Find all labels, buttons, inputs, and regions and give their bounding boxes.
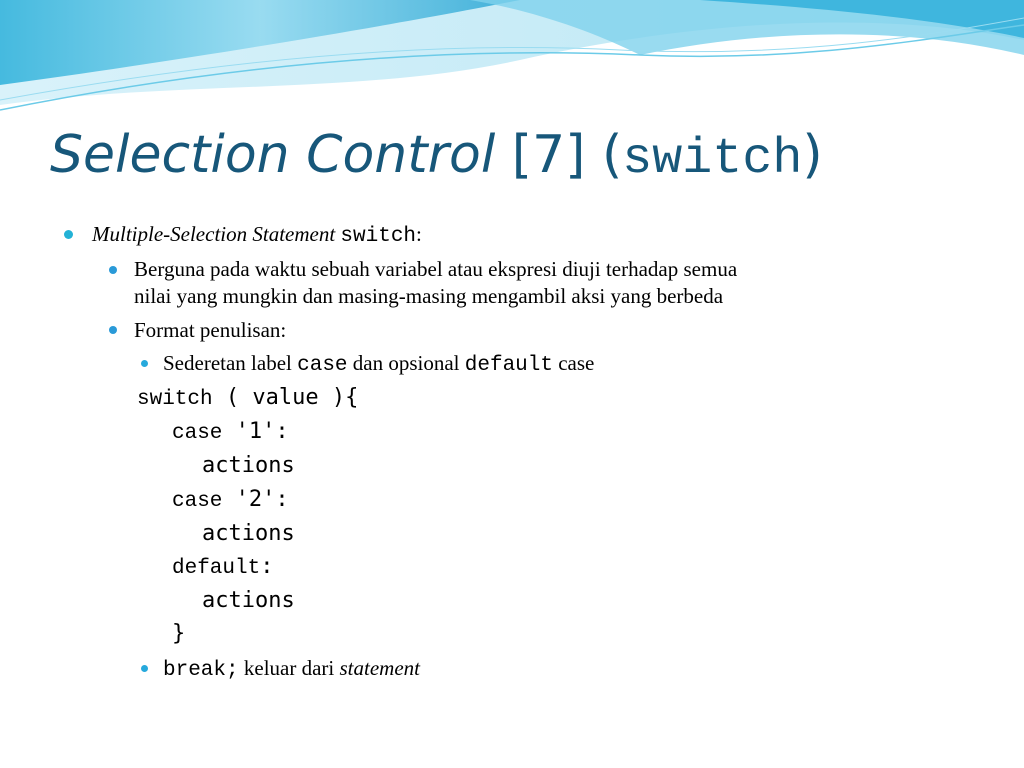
code-line-switch — [137, 384, 358, 413]
level3-b-text: keluar dari — [243, 656, 335, 680]
bullet-level3-b — [163, 655, 420, 684]
code-line-actions-1: actions — [202, 453, 295, 478]
title-code: switch — [622, 131, 803, 188]
title-close-paren: ) — [802, 125, 823, 185]
bullet-level2-a-line2: nilai yang mungkin dan masing-masing mengambil aksi yang berbeda — [134, 284, 724, 308]
code-case-value: '1': — [235, 419, 289, 444]
header-wave-decoration — [0, 0, 1024, 120]
level3-b-text-italic: statement — [339, 656, 420, 680]
code-default-colon: : — [260, 554, 274, 579]
code-case-keyword: case — [172, 490, 223, 513]
code-switch-keyword: switch — [137, 388, 213, 411]
bullet-dot-icon — [141, 360, 148, 367]
level3-a-code2: default — [464, 354, 553, 377]
code-line-actions-3: actions — [202, 588, 295, 613]
level3-a-code1: case — [297, 354, 348, 377]
code-line-close-brace: } — [172, 621, 186, 646]
bullet-level2-a-line1: Berguna pada waktu sebuah variabel atau ekspresi diuji terhadap semua — [134, 257, 738, 281]
bullet-level3-a — [163, 350, 594, 379]
code-switch-rest: ( value ){ — [225, 385, 359, 410]
code-line-case-2 — [172, 486, 289, 515]
bullet-dot-icon — [64, 230, 73, 239]
bullet-level2-b: Format penulisan: — [134, 318, 287, 342]
bullet-dot-icon — [109, 266, 117, 274]
code-line-case-1 — [172, 418, 289, 447]
title-number: [7] ( — [495, 125, 623, 185]
bullet-dot-icon — [141, 665, 148, 672]
level3-a-text3: case — [558, 351, 595, 375]
title-main: Selection Control — [50, 125, 496, 185]
level3-b-code: break — [163, 659, 227, 682]
code-case-keyword: case — [172, 422, 223, 445]
level3-a-text1: Sederetan label — [163, 351, 292, 375]
level3-b-semicolon: ; — [226, 659, 239, 682]
code-line-default — [172, 553, 273, 582]
bullet-level1 — [92, 221, 422, 250]
code-case-value: '2': — [235, 487, 289, 512]
bullet-level1-suffix: : — [416, 222, 422, 246]
slide-title — [50, 124, 823, 190]
bullet-level1-code: switch — [340, 225, 417, 248]
code-line-actions-2: actions — [202, 521, 295, 546]
bullet-dot-icon — [109, 326, 117, 334]
level3-a-text2: dan opsional — [352, 351, 460, 375]
bullet-level1-text: Multiple-Selection Statement — [92, 222, 336, 246]
code-default-keyword: default — [172, 557, 261, 580]
